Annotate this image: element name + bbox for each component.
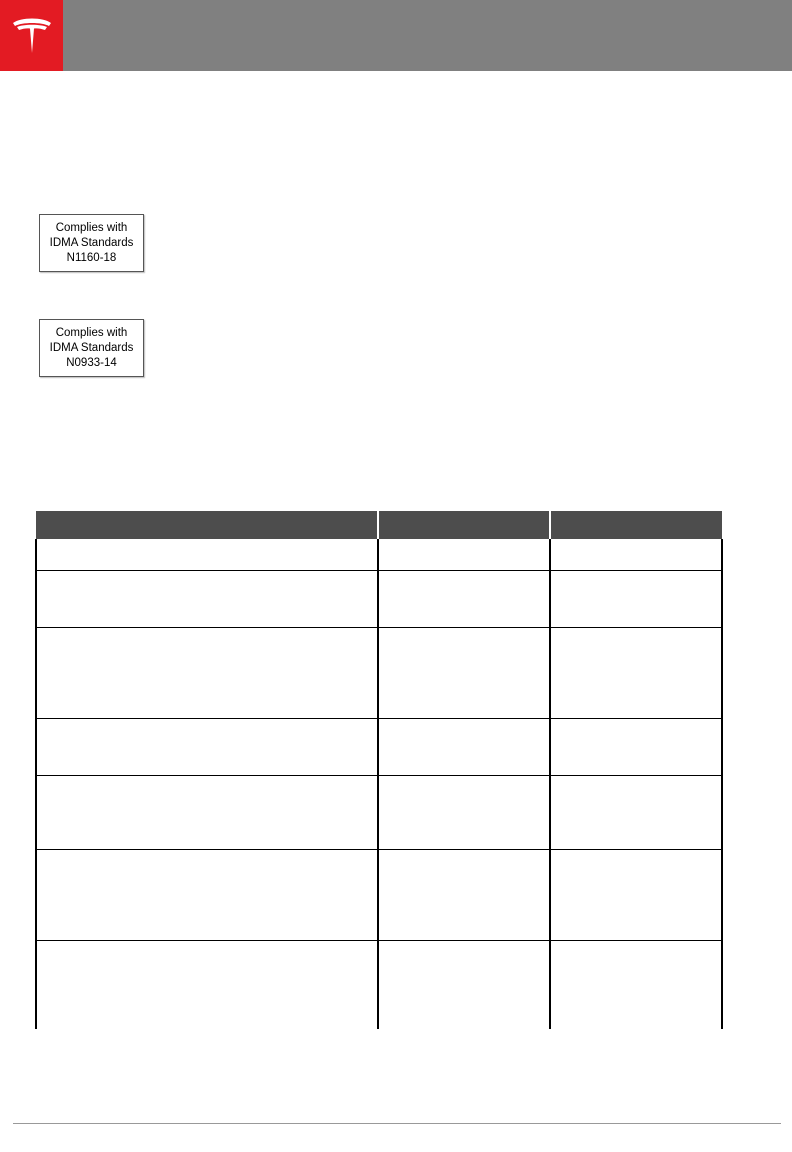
table-cell — [550, 849, 722, 940]
table-row — [36, 718, 722, 775]
table-row — [36, 775, 722, 849]
table-row — [36, 570, 722, 627]
table-cell — [36, 539, 378, 570]
label-line: Complies with — [55, 221, 128, 234]
table-header-row — [36, 511, 722, 539]
label-line: IDMA Standards — [49, 341, 134, 354]
table-row — [36, 539, 722, 570]
label-line: Complies with — [55, 326, 128, 339]
table-cell — [36, 849, 378, 940]
header-bar — [0, 0, 792, 71]
table-cell — [550, 940, 722, 1029]
table-cell — [378, 539, 550, 570]
table-cell — [378, 718, 550, 775]
logo-block — [0, 0, 63, 71]
table-row — [36, 940, 722, 1029]
table-cell — [550, 539, 722, 570]
tesla-logo-icon — [11, 13, 53, 55]
table-header-cell — [378, 511, 550, 539]
spec-table — [35, 511, 723, 1029]
table-cell — [378, 627, 550, 718]
table-header-cell — [36, 511, 378, 539]
footer-divider — [13, 1123, 781, 1124]
table-cell — [36, 775, 378, 849]
table-cell — [36, 940, 378, 1029]
idma-compliance-label — [39, 214, 144, 272]
label-line: N0933-14 — [66, 356, 117, 369]
table-cell — [550, 718, 722, 775]
table-header-cell — [550, 511, 722, 539]
label-line: N1160-18 — [66, 251, 117, 264]
table-cell — [36, 570, 378, 627]
table-cell — [378, 940, 550, 1029]
table-cell — [550, 570, 722, 627]
table-cell — [378, 570, 550, 627]
table-cell — [550, 775, 722, 849]
table-cell — [36, 718, 378, 775]
table-row — [36, 849, 722, 940]
table-cell — [378, 775, 550, 849]
table-cell — [378, 849, 550, 940]
table-cell — [550, 627, 722, 718]
idma-compliance-label — [39, 319, 144, 377]
table-cell — [36, 627, 378, 718]
table-row — [36, 627, 722, 718]
label-line: IDMA Standards — [49, 236, 134, 249]
